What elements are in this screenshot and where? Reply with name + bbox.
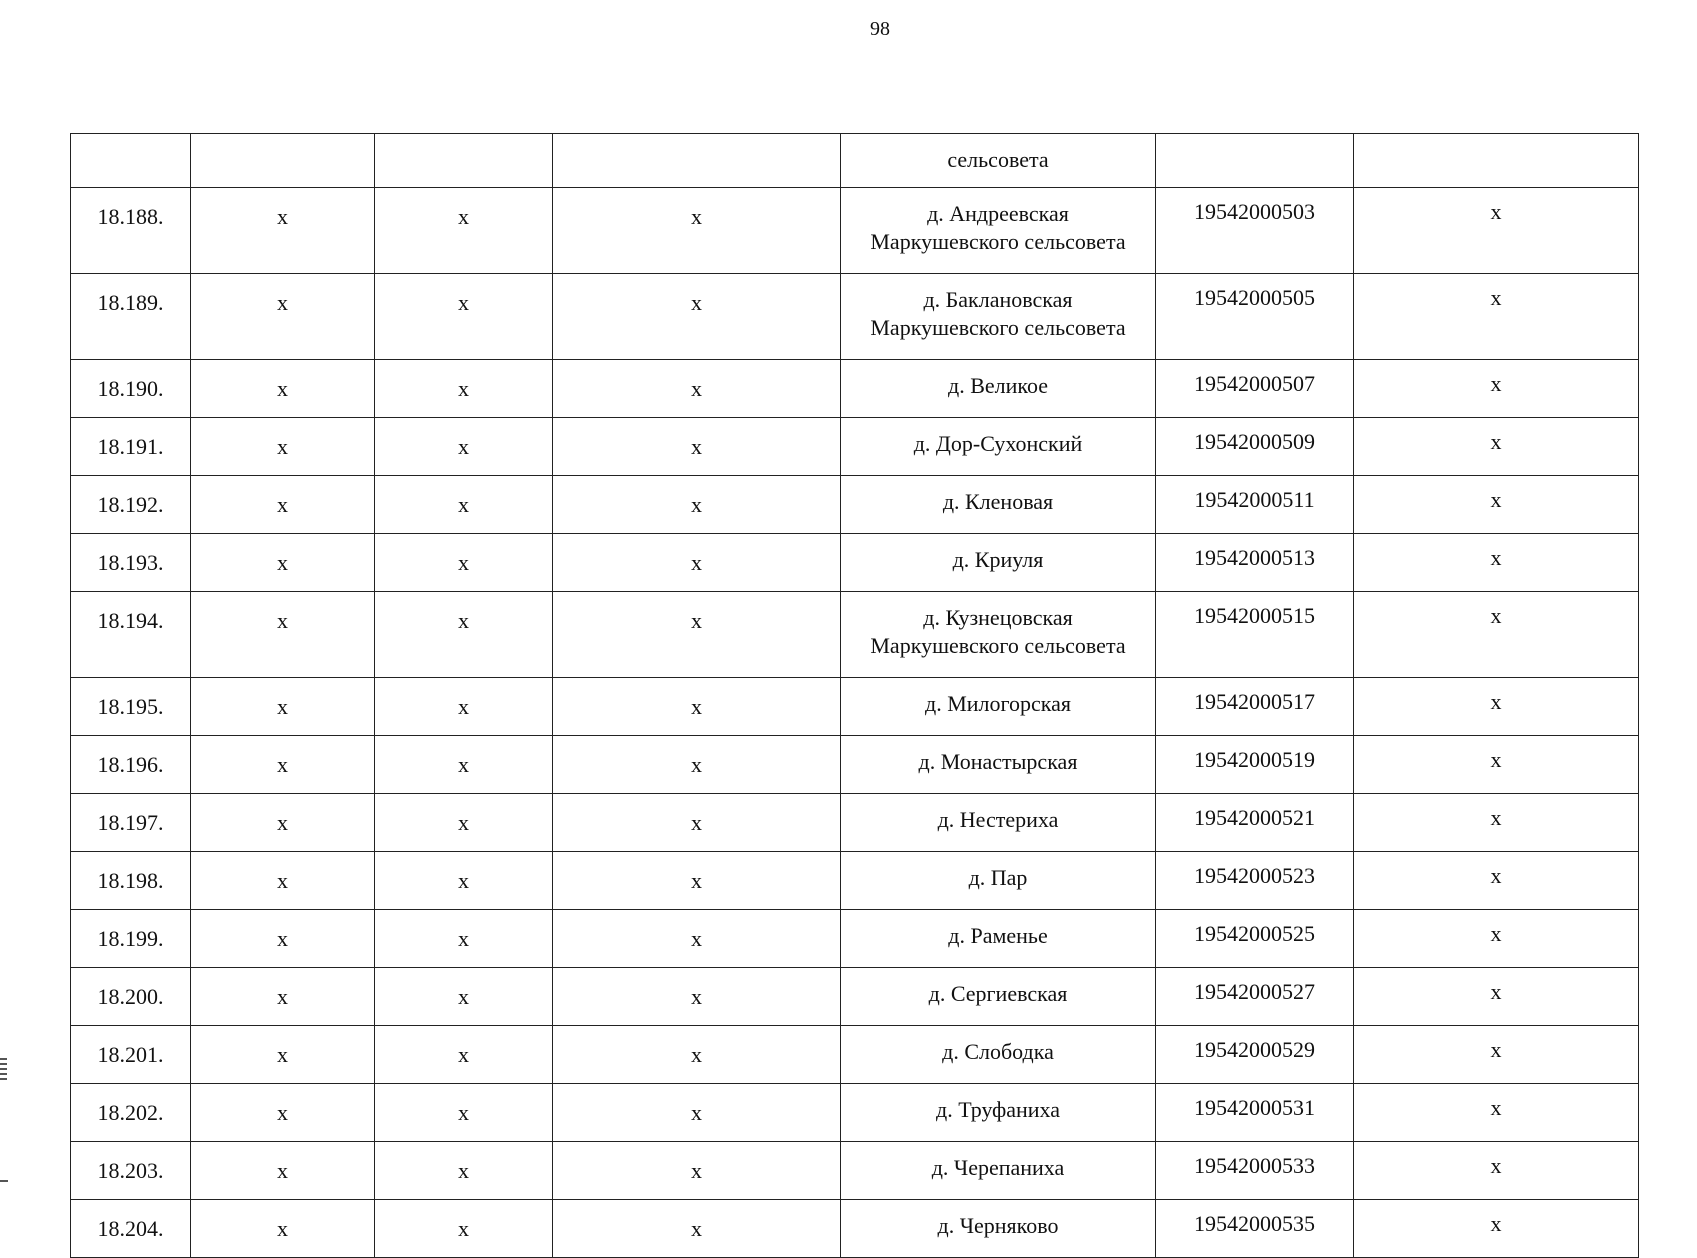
row-settlement-name-cell xyxy=(841,360,1156,418)
row-x-cell: x xyxy=(191,592,375,678)
settlement-name-line: д. Криуля xyxy=(952,547,1044,572)
row-settlement-name-cell xyxy=(841,418,1156,476)
row-number-cell: 18.197. xyxy=(71,794,191,852)
table-cell xyxy=(375,134,553,188)
row-settlement-name-cell xyxy=(841,852,1156,910)
row-x-cell: x xyxy=(375,852,553,910)
settlement-name-line: д. Черепаниха xyxy=(931,1155,1065,1180)
row-x-cell: x xyxy=(191,1026,375,1084)
row-code-cell: 19542000531 xyxy=(1156,1084,1354,1142)
row-x-cell: x xyxy=(553,794,841,852)
row-code-cell: 19542000533 xyxy=(1156,1142,1354,1200)
settlement-name-line: д. Кленовая xyxy=(942,489,1054,514)
margin-dash xyxy=(0,1180,8,1182)
margin-binding-marks xyxy=(0,1058,8,1083)
row-settlement-name-cell xyxy=(841,1084,1156,1142)
row-settlement-name-cell xyxy=(841,1200,1156,1258)
table-row xyxy=(71,736,1639,794)
row-number-cell: 18.189. xyxy=(71,274,191,360)
settlement-name-line: д. Монастырская xyxy=(918,749,1078,774)
row-x-cell: x xyxy=(375,736,553,794)
row-number-cell: 18.202. xyxy=(71,1084,191,1142)
row-x-cell: x xyxy=(191,852,375,910)
settlement-council-line: Маркушевского сельсовета xyxy=(870,315,1126,340)
row-x-cell: x xyxy=(553,1142,841,1200)
row-number-cell: 18.193. xyxy=(71,534,191,592)
table-body xyxy=(71,134,1639,1258)
row-number-cell: 18.196. xyxy=(71,736,191,794)
settlement-name-line: д. Черняково xyxy=(937,1213,1059,1238)
row-x-cell: x xyxy=(191,534,375,592)
row-x-cell: x xyxy=(375,360,553,418)
row-x-cell: x xyxy=(191,1200,375,1258)
row-x-cell: x xyxy=(375,678,553,736)
row-code-cell: 19542000521 xyxy=(1156,794,1354,852)
row-x-cell: x xyxy=(1354,1084,1639,1142)
row-code-cell: 19542000511 xyxy=(1156,476,1354,534)
row-x-cell: x xyxy=(375,1084,553,1142)
settlement-name-line: д. Труфаниха xyxy=(936,1097,1060,1122)
row-x-cell: x xyxy=(191,418,375,476)
row-x-cell: x xyxy=(553,188,841,274)
row-x-cell: x xyxy=(1354,360,1639,418)
row-settlement-name-cell xyxy=(841,534,1156,592)
settlement-name-line: д. Дор-Сухонский xyxy=(913,431,1083,456)
row-x-cell: x xyxy=(553,592,841,678)
row-number-cell: 18.188. xyxy=(71,188,191,274)
table-row xyxy=(71,1084,1639,1142)
table-row xyxy=(71,592,1639,678)
settlement-name-line: д. Великое xyxy=(948,373,1048,398)
row-x-cell: x xyxy=(1354,534,1639,592)
table-row xyxy=(71,852,1639,910)
table-cell xyxy=(191,134,375,188)
row-x-cell: x xyxy=(375,274,553,360)
table-row xyxy=(71,534,1639,592)
table-row xyxy=(71,1142,1639,1200)
row-x-cell: x xyxy=(375,910,553,968)
row-x-cell: x xyxy=(191,274,375,360)
row-x-cell: x xyxy=(375,1200,553,1258)
row-code-cell: 19542000527 xyxy=(1156,968,1354,1026)
settlement-name-line: д. Нестериха xyxy=(937,807,1059,832)
settlement-name-line: д. Раменье xyxy=(948,923,1048,948)
row-x-cell: x xyxy=(375,794,553,852)
table-row xyxy=(71,968,1639,1026)
row-x-cell: x xyxy=(375,476,553,534)
table-cell xyxy=(553,134,841,188)
table-row xyxy=(71,274,1639,360)
row-settlement-name-cell xyxy=(841,274,1156,360)
row-code-cell: 19542000535 xyxy=(1156,1200,1354,1258)
row-x-cell: x xyxy=(553,476,841,534)
row-x-cell: x xyxy=(191,678,375,736)
table-cell xyxy=(71,134,191,188)
row-settlement-name-cell xyxy=(841,736,1156,794)
row-number-cell: 18.204. xyxy=(71,1200,191,1258)
row-code-cell: 19542000505 xyxy=(1156,274,1354,360)
row-code-cell: 19542000509 xyxy=(1156,418,1354,476)
table-cell xyxy=(1156,134,1354,188)
table-row xyxy=(71,1200,1639,1258)
table-row xyxy=(71,188,1639,274)
row-settlement-name-cell xyxy=(841,1142,1156,1200)
row-x-cell: x xyxy=(191,736,375,794)
row-x-cell: x xyxy=(1354,1200,1639,1258)
row-x-cell: x xyxy=(375,418,553,476)
row-x-cell: x xyxy=(553,274,841,360)
table-row xyxy=(71,794,1639,852)
row-x-cell: x xyxy=(553,968,841,1026)
row-x-cell: x xyxy=(191,188,375,274)
page-number: 98 xyxy=(870,18,890,40)
row-x-cell: x xyxy=(191,360,375,418)
row-x-cell: x xyxy=(1354,1142,1639,1200)
row-x-cell: x xyxy=(553,360,841,418)
row-number-cell: 18.203. xyxy=(71,1142,191,1200)
row-settlement-name-cell xyxy=(841,910,1156,968)
row-x-cell: x xyxy=(1354,476,1639,534)
settlement-name-line: д. Милогорская xyxy=(925,691,1071,716)
row-number-cell: 18.198. xyxy=(71,852,191,910)
row-x-cell: x xyxy=(553,1084,841,1142)
row-x-cell: x xyxy=(191,910,375,968)
row-number-cell: 18.191. xyxy=(71,418,191,476)
row-x-cell: x xyxy=(191,1084,375,1142)
row-number-cell: 18.190. xyxy=(71,360,191,418)
row-code-cell: 19542000519 xyxy=(1156,736,1354,794)
table-row xyxy=(71,910,1639,968)
table-row xyxy=(71,678,1639,736)
row-number-cell: 18.199. xyxy=(71,910,191,968)
row-x-cell: x xyxy=(1354,678,1639,736)
row-x-cell: x xyxy=(1354,592,1639,678)
row-x-cell: x xyxy=(553,852,841,910)
row-settlement-name-cell xyxy=(841,592,1156,678)
row-code-cell: 19542000515 xyxy=(1156,592,1354,678)
row-x-cell: x xyxy=(375,1026,553,1084)
settlement-council-line: Маркушевского сельсовета xyxy=(870,229,1126,254)
table-row xyxy=(71,418,1639,476)
table-continuation-row xyxy=(71,134,1639,188)
row-settlement-name-cell xyxy=(841,968,1156,1026)
row-x-cell: x xyxy=(191,794,375,852)
row-x-cell: x xyxy=(375,968,553,1026)
settlement-name-line: д. Пар xyxy=(968,865,1028,890)
row-settlement-name-cell xyxy=(841,794,1156,852)
row-code-cell: 19542000529 xyxy=(1156,1026,1354,1084)
row-x-cell: x xyxy=(553,736,841,794)
row-x-cell: x xyxy=(1354,968,1639,1026)
settlement-name-line: д. Андреевская xyxy=(927,201,1069,226)
row-x-cell: x xyxy=(553,534,841,592)
table-row xyxy=(71,476,1639,534)
row-x-cell: x xyxy=(375,188,553,274)
row-number-cell: 18.195. xyxy=(71,678,191,736)
row-code-cell: 19542000507 xyxy=(1156,360,1354,418)
row-x-cell: x xyxy=(553,1200,841,1258)
settlements-table-container xyxy=(70,133,1638,1258)
row-code-cell: 19542000525 xyxy=(1156,910,1354,968)
table-row xyxy=(71,360,1639,418)
row-x-cell: x xyxy=(1354,418,1639,476)
row-settlement-name-cell xyxy=(841,678,1156,736)
row-x-cell: x xyxy=(553,418,841,476)
row-code-cell: 19542000513 xyxy=(1156,534,1354,592)
row-code-cell: 19542000503 xyxy=(1156,188,1354,274)
row-x-cell: x xyxy=(553,910,841,968)
row-x-cell: x xyxy=(375,534,553,592)
row-x-cell: x xyxy=(1354,1026,1639,1084)
settlement-name-line: д. Кузнецовская xyxy=(923,605,1073,630)
settlement-name-line: д. Баклановская xyxy=(923,287,1073,312)
table-cell-name: сельсовета xyxy=(841,134,1156,188)
row-x-cell: x xyxy=(375,1142,553,1200)
row-number-cell: 18.200. xyxy=(71,968,191,1026)
row-number-cell: 18.194. xyxy=(71,592,191,678)
row-x-cell: x xyxy=(1354,736,1639,794)
row-settlement-name-cell xyxy=(841,188,1156,274)
row-x-cell: x xyxy=(1354,910,1639,968)
settlement-name-line: д. Сергиевская xyxy=(928,981,1068,1006)
settlement-name-line: д. Слободка xyxy=(942,1039,1054,1064)
row-x-cell: x xyxy=(1354,852,1639,910)
row-settlement-name-cell xyxy=(841,1026,1156,1084)
row-x-cell: x xyxy=(191,968,375,1026)
row-number-cell: 18.201. xyxy=(71,1026,191,1084)
row-x-cell: x xyxy=(553,678,841,736)
row-x-cell: x xyxy=(1354,188,1639,274)
settlements-table xyxy=(70,133,1639,1258)
row-x-cell: x xyxy=(1354,274,1639,360)
row-code-cell: 19542000523 xyxy=(1156,852,1354,910)
settlement-council-line: Маркушевского сельсовета xyxy=(870,633,1126,658)
row-x-cell: x xyxy=(191,476,375,534)
row-x-cell: x xyxy=(375,592,553,678)
row-x-cell: x xyxy=(191,1142,375,1200)
row-settlement-name-cell xyxy=(841,476,1156,534)
table-row xyxy=(71,1026,1639,1084)
row-code-cell: 19542000517 xyxy=(1156,678,1354,736)
row-number-cell: 18.192. xyxy=(71,476,191,534)
table-cell xyxy=(1354,134,1639,188)
row-x-cell: x xyxy=(553,1026,841,1084)
row-x-cell: x xyxy=(1354,794,1639,852)
